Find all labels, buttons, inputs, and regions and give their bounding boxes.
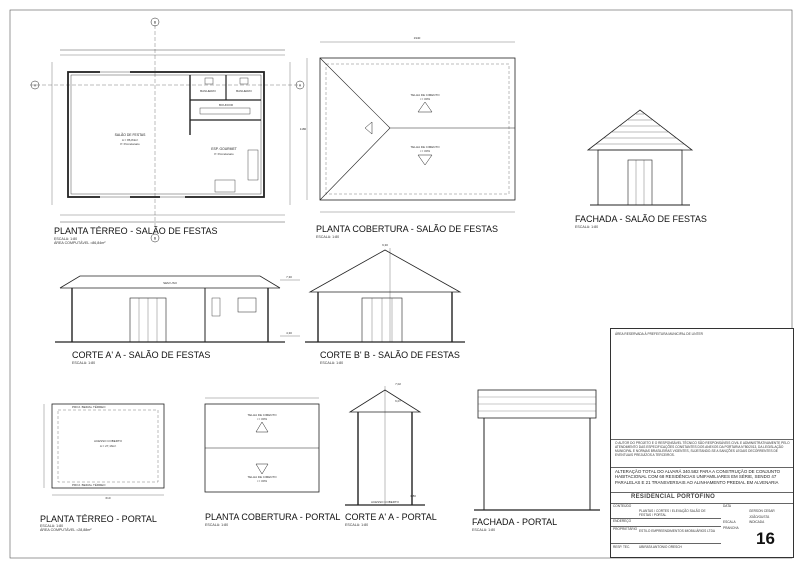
- tb-divider-7: [611, 543, 721, 544]
- title-planta-terreo-salao: PLANTA TÉRREO - SALÃO DE FESTAS: [54, 226, 218, 236]
- scale-fachada-portal: ESCALA: 1:80: [472, 528, 496, 532]
- portal-projecao-bottom: PROJ. BEIRAL TÉRREO: [72, 483, 106, 487]
- tb-escala-label: ESCALA: [723, 520, 736, 524]
- fachada-salao: [588, 110, 692, 205]
- roof-tile-label-2: TELHA DE CIMENTO: [410, 145, 440, 149]
- room-label-banheiro-1: BANHEIRO: [200, 89, 216, 93]
- room-label-gourmet: ESP. GOURMET: [211, 147, 237, 151]
- tb-endereco-label: ENDEREÇO: [613, 519, 632, 523]
- tb-proprietario: ESTILO EMPREENDIMENTOS IMOBILIÁRIOS LTDA: [639, 529, 716, 533]
- room-label-salao: SALÃO DE FESTAS: [114, 133, 146, 137]
- dim-portal-width: 610: [105, 496, 111, 500]
- title-block: [610, 328, 794, 558]
- portal-slope-label-1: i = 30%: [256, 417, 268, 421]
- tb-resp-label: RESP. TEC.: [613, 545, 631, 549]
- corte-aa-salao: [55, 276, 285, 342]
- level-930: 9,30: [382, 243, 388, 247]
- scale-corte-aa-portal: ESCALA: 1:80: [345, 523, 369, 527]
- title-planta-cobertura-portal: PLANTA COBERTURA - PORTAL: [205, 512, 341, 522]
- roof-slope-label-1: i = 30%: [419, 97, 431, 101]
- section-marker-b-bottom: B: [153, 236, 157, 241]
- fachada-portal: [474, 390, 600, 510]
- title-fachada-portal: FACHADA - PORTAL: [472, 517, 558, 527]
- tb-divider-1: [611, 439, 793, 440]
- portal-tile-label-1: TELHA DE CIMENTO: [247, 413, 277, 417]
- level-730: 7,30: [286, 275, 292, 279]
- room-label-boudoir: BOUDOIR: [218, 103, 234, 107]
- title-planta-cobertura-salao: PLANTA COBERTURA - SALÃO DE FESTAS: [316, 224, 499, 234]
- tb-conteudo: PLANTAS / CORTES / ELEVAÇÃO SALÃO DE FESTAS / PORTAL: [639, 509, 706, 517]
- room-label-banheiro-2: BANHEIRO: [236, 89, 252, 93]
- tb-data-label: DATA: [723, 504, 732, 508]
- room-floor-salao: P. Porcelanato: [120, 142, 140, 146]
- dim-cobertura-width: 1940: [413, 36, 421, 40]
- roof-tile-label-1: TELHA DE CIMENTO: [410, 93, 440, 97]
- room-area-salao: A = 86,84m²: [121, 138, 139, 142]
- tb-data-value: GERSON CESAR: [749, 509, 775, 513]
- tb-divider-3: [611, 492, 793, 493]
- tb-escala-value: INDICADA: [749, 520, 765, 524]
- level-702: 7,02: [395, 382, 401, 386]
- planta-terreo-salao: [30, 18, 304, 242]
- portal-acesso-label: ACESSO COBERTO: [93, 439, 123, 443]
- tb-divider-2: [611, 467, 793, 468]
- scale-fachada-salao: ESCALA: 1:80: [575, 225, 599, 229]
- tb-conteudo-label: CONTEÚDO: [613, 504, 632, 508]
- tb-project-name: RESIDENCIAL PORTOFINO: [631, 494, 716, 500]
- title-fachada-salao: FACHADA - SALÃO DE FESTAS: [575, 214, 707, 224]
- scale-planta-terreo-portal: ESCALA: 1:80: [40, 524, 64, 528]
- tb-divider-4: [611, 503, 793, 504]
- dim-cobertura-height: 1180: [299, 127, 307, 131]
- level-607: 6,07: [395, 399, 401, 403]
- roof-slope-label-2: i = 30%: [419, 149, 431, 153]
- title-corte-aa-salao: CORTE A' A - SALÃO DE FESTAS: [72, 350, 211, 360]
- tb-note: O AUTOR DO PROJETO E O RESPONSÁVEL TÉCNICO SÃO RESPONSÁVEIS CIVIL E ADMINISTRATIVAMENTE PELO ATENDIMENTO DAS ESPECIFICAÇÕES CONSTANTES DOS ANEXOS DA PORTARIA N°80/2013, DA LEGISLAÇÃO MUNICIPAL E NORMAS BRASILEIRAS VIGENTES, SUJEITANDO-SE A SANÇÕES LEGAIS DECORRENTES DE EVENTUAIS PREJUÍZOS A TERCEIROS.: [615, 441, 790, 457]
- tb-prancha-label: PRANCHA: [723, 526, 739, 530]
- portal-tile-label-2: TELHA DE CIMENTO: [247, 475, 277, 479]
- portal-acesso-area: A = 27,16m²: [99, 444, 117, 448]
- section-marker-a-right: A: [298, 83, 302, 88]
- planta-cobertura-salao: [307, 42, 515, 212]
- portal-corte-acesso-label: ACESSO COBERTO: [370, 500, 400, 504]
- portal-slope-label-2: i = 30%: [256, 479, 268, 483]
- area-planta-terreo-salao: ÁREA COMPUTÁVEL =86,84m²: [54, 241, 106, 245]
- tb-header: ÁREA RESERVADA À PREFEITURA MUNICIPAL DE LINTER: [615, 332, 703, 336]
- scale-planta-terreo-salao: ESCALA: 1:80: [54, 237, 78, 241]
- scale-planta-cobertura-portal: ESCALA: 1:80: [205, 523, 229, 527]
- level-380: 3,80: [410, 494, 416, 498]
- section-marker-a-left: A: [33, 83, 37, 88]
- corte-bb-salao: [280, 248, 465, 342]
- title-corte-bb-salao: CORTE B' B - SALÃO DE FESTAS: [320, 350, 460, 360]
- room-floor-gourmet: P. Porcelanato: [214, 152, 234, 156]
- tb-proprietario-label: PROPRIETÁRIO: [613, 527, 638, 531]
- area-planta-terreo-portal: ÁREA COMPUTÁVEL =28,88m²: [40, 528, 92, 532]
- level-430: 4,30: [286, 331, 292, 335]
- scale-corte-aa-salao: ESCALA: 1:80: [72, 361, 96, 365]
- sem-uso-label: SEM USO: [163, 281, 177, 285]
- title-planta-terreo-portal: PLANTA TÉRREO - PORTAL: [40, 514, 157, 524]
- corte-aa-portal: [345, 386, 425, 505]
- tb-sheet-number: 16: [756, 529, 775, 548]
- planta-terreo-portal: [44, 404, 164, 495]
- tb-resp: UBIRATA ANTONIO ORESCH: [639, 545, 682, 549]
- scale-planta-cobertura-salao: ESCALA: 1:80: [316, 235, 340, 239]
- scale-corte-bb-salao: ESCALA: 1:80: [320, 361, 344, 365]
- section-marker-b-top: B: [153, 20, 157, 25]
- tb-description: ALTERAÇÃO TOTAL DO ALVARÁ 340.582 PARA A CONSTRUÇÃO DE CONJUNTO HABITACIONAL COM 68 RESIDÊNCIAS UNIFAMILIARES EM SÉRIE, SENDO 47 PARALELAS E 21 TRANSVERSAIS AO ALINHAMENTO PREDIAL EM ALVENARIA: [615, 469, 781, 485]
- tb-desenho: JOÃO/GUSTA: [749, 515, 770, 519]
- title-corte-aa-portal: CORTE A' A - PORTAL: [345, 512, 437, 522]
- portal-projecao-top: PROJ. BEIRAL TÉRREO: [72, 405, 106, 409]
